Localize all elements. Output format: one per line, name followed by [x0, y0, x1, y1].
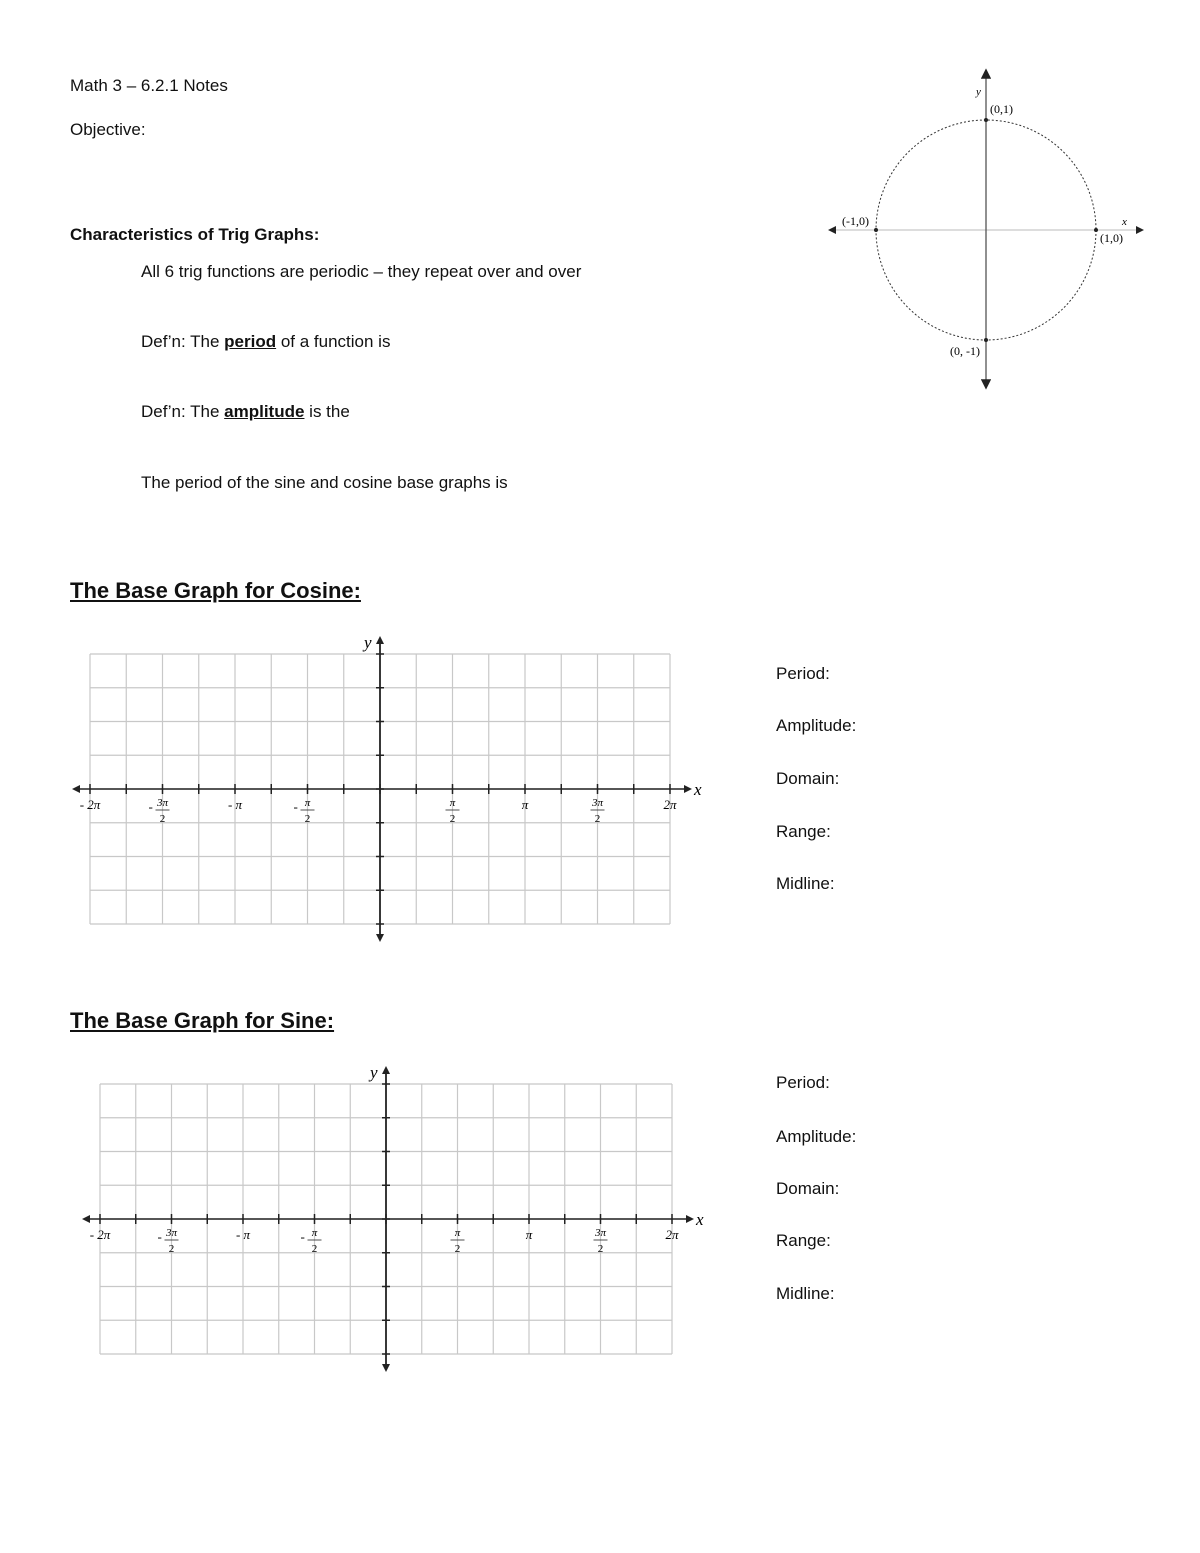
- tick-denominator: 2: [597, 1243, 604, 1255]
- period-definition: [141, 332, 390, 352]
- tick-label: π: [525, 1227, 533, 1242]
- tick-denominator: 2: [454, 1243, 461, 1255]
- tick-numerator: π: [311, 1227, 318, 1239]
- sine-heading: The Base Graph for Sine:: [70, 1008, 335, 1033]
- cosine-heading: The Base Graph for Cosine:: [70, 578, 361, 603]
- tick-label: π: [521, 797, 529, 812]
- tick-label: - π: [235, 1227, 251, 1242]
- tick-sign: -: [293, 799, 298, 814]
- tick-numerator: π: [454, 1227, 461, 1239]
- sine-graph-grid: [78, 1058, 718, 1378]
- base-period-note: The period of the sine and cosine base graphs is: [141, 473, 508, 492]
- x-axis-arrow-left: [72, 785, 80, 793]
- sine-domain-label: Domain:: [776, 1179, 840, 1198]
- y-axis-label: y: [370, 1063, 378, 1082]
- tick-denominator: 2: [594, 813, 601, 825]
- tick-label: 2π: [663, 797, 677, 812]
- label-bottom: (0, -1): [950, 344, 980, 358]
- label-top: (0,1): [990, 102, 1013, 116]
- x-axis-arrow-left: [82, 1215, 90, 1223]
- tick-numerator: 3π: [165, 1227, 178, 1239]
- y-axis-arrow-up: [382, 1066, 390, 1074]
- tick-sign: -: [300, 1229, 305, 1244]
- tick-numerator: 3π: [591, 797, 604, 809]
- point-left: [874, 228, 878, 232]
- x-axis-arrow-right: [684, 785, 692, 793]
- amplitude-definition: [141, 402, 350, 422]
- tick-label: - 2π: [79, 797, 101, 812]
- point-top: [984, 118, 988, 122]
- tick-label: - 2π: [89, 1227, 111, 1242]
- period-term: period: [224, 332, 277, 351]
- unit-circle-diagram: [820, 65, 1150, 395]
- amplitude-def-suffix: is the: [304, 402, 350, 421]
- amplitude-def-prefix: Def’n: The: [141, 402, 225, 421]
- cosine-domain-label: Domain:: [776, 769, 840, 788]
- x-axis-label: x: [694, 780, 702, 799]
- cosine-graph-grid: [70, 628, 710, 948]
- tick-sign: -: [157, 1229, 162, 1244]
- x-axis-arrow-right: [686, 1215, 694, 1223]
- tick-denominator: 2: [311, 1243, 318, 1255]
- point-bottom: [984, 338, 988, 342]
- y-axis-arrow-down: [382, 1364, 390, 1372]
- x-axis-label: x: [696, 1210, 704, 1229]
- sine-amplitude-label: Amplitude:: [776, 1127, 857, 1146]
- unit-circle-x-label: x: [1122, 216, 1127, 228]
- tick-numerator: π: [449, 797, 456, 809]
- y-axis-arrow-down: [376, 934, 384, 942]
- period-def-suffix: of a function is: [276, 332, 391, 351]
- tick-numerator: 3π: [594, 1227, 607, 1239]
- cosine-midline-label: Midline:: [776, 874, 835, 893]
- period-def-prefix: Def’n: The: [141, 332, 225, 351]
- amplitude-term: amplitude: [224, 402, 305, 421]
- periodic-note: All 6 trig functions are periodic – they repeat over and over: [141, 262, 582, 281]
- tick-denominator: 2: [159, 813, 166, 825]
- sine-range-label: Range:: [776, 1231, 831, 1250]
- tick-denominator: 2: [449, 813, 456, 825]
- tick-denominator: 2: [168, 1243, 175, 1255]
- unit-circle-y-label: y: [976, 86, 981, 98]
- characteristics-heading: Characteristics of Trig Graphs:: [70, 225, 320, 244]
- tick-label: - π: [227, 797, 243, 812]
- sine-period-label: Period:: [776, 1073, 830, 1092]
- point-right: [1094, 228, 1098, 232]
- y-axis-arrow-up: [376, 636, 384, 644]
- cosine-range-label: Range:: [776, 822, 831, 841]
- sine-midline-label: Midline:: [776, 1284, 835, 1303]
- label-left: (-1,0): [842, 214, 869, 228]
- objective-label: Objective:: [70, 120, 146, 139]
- y-axis-label: y: [364, 633, 372, 652]
- cosine-period-label: Period:: [776, 664, 830, 683]
- tick-denominator: 2: [304, 813, 311, 825]
- page-title: Math 3 – 6.2.1 Notes: [70, 76, 228, 95]
- label-right: (1,0): [1100, 231, 1123, 245]
- tick-numerator: π: [304, 797, 311, 809]
- tick-numerator: 3π: [156, 797, 169, 809]
- cosine-amplitude-label: Amplitude:: [776, 716, 857, 735]
- tick-sign: -: [148, 799, 153, 814]
- tick-label: 2π: [665, 1227, 679, 1242]
